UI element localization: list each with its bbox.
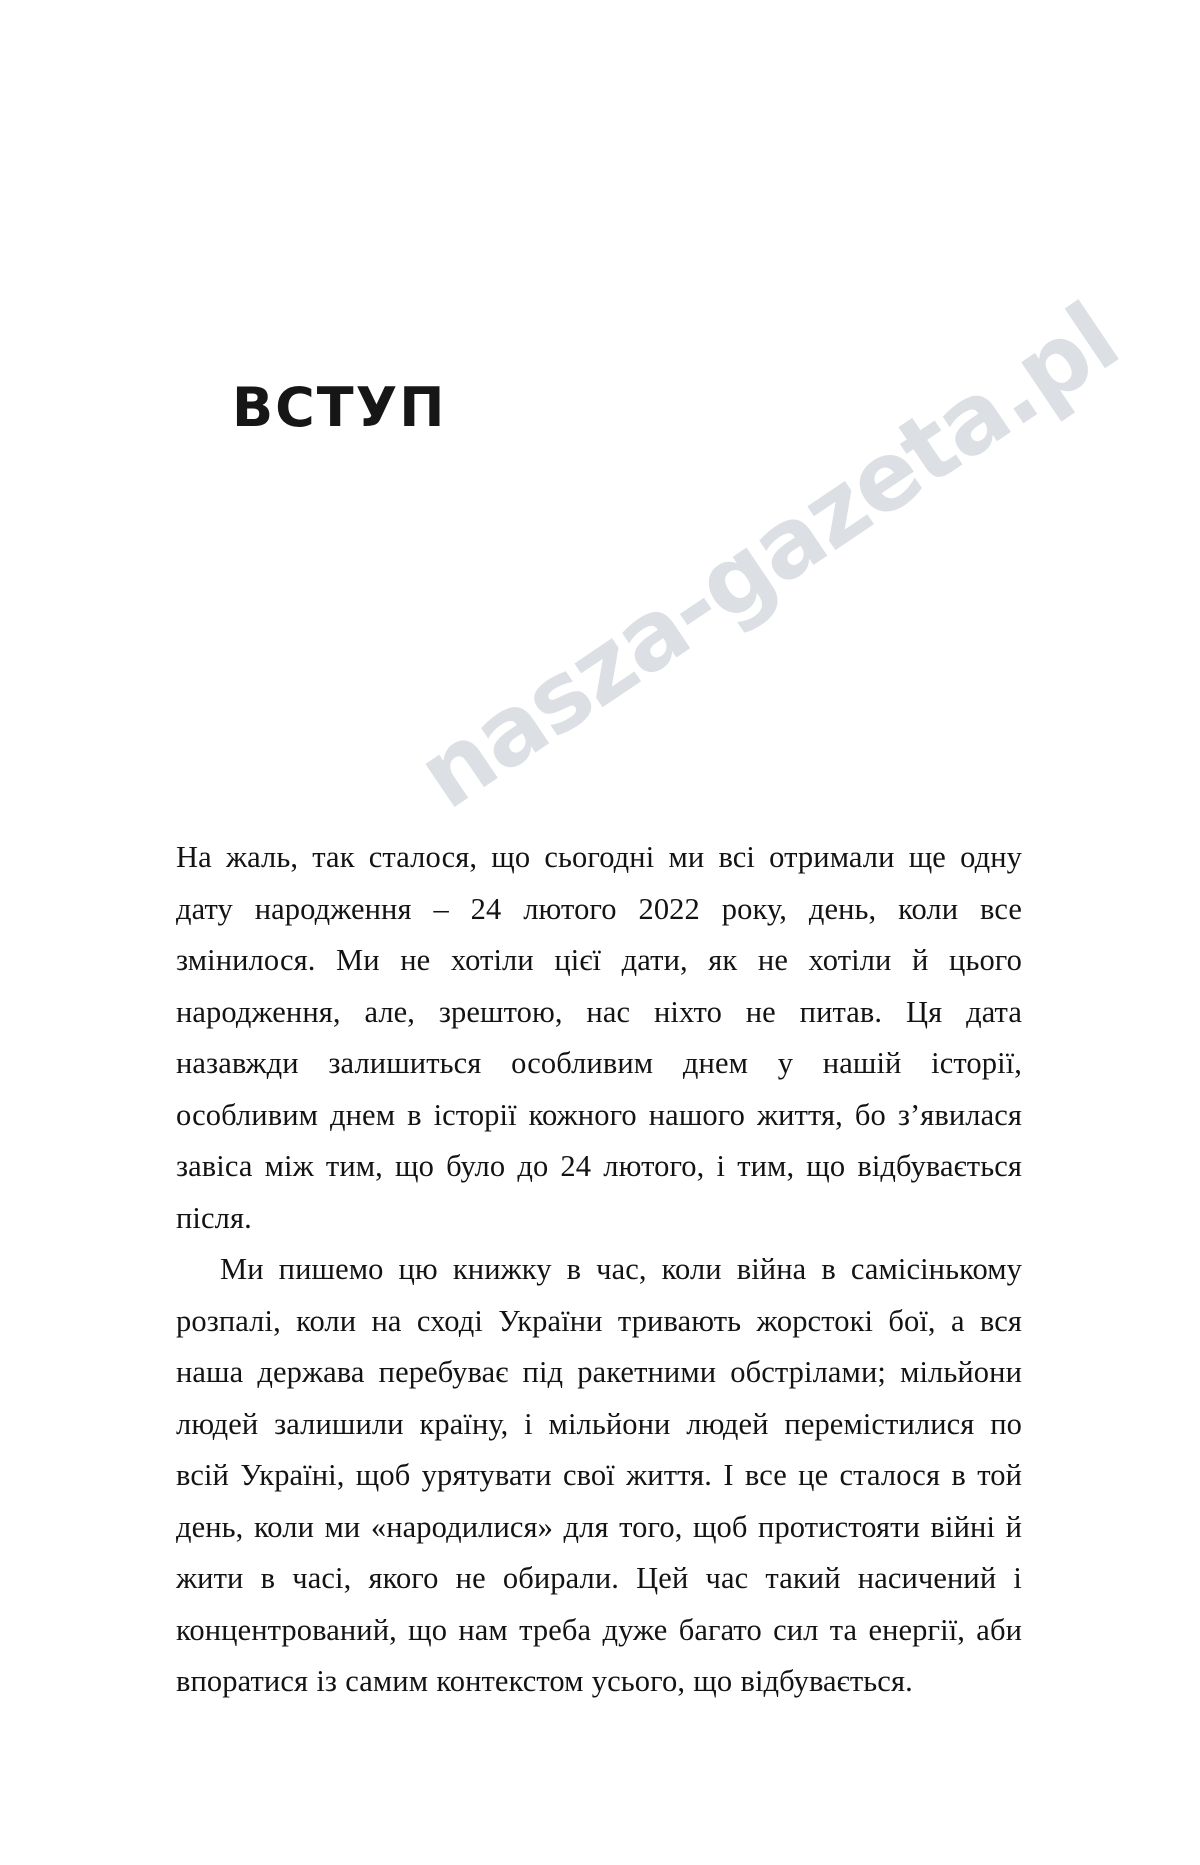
body-text (176, 832, 1022, 1708)
watermark-text: nasza-gazeta.pl (399, 283, 1137, 831)
page-title: ВСТУП (232, 376, 447, 440)
paragraph: На жаль, так сталося, що сьогодні ми всі отримали ще одну дату народження – 24 лютого 2022 року, день, коли все змінилося. Ми не хотіли цієї дати, як не хотіли й цього народження, але, зрештою, нас ніхто не питав. Ця дата назавжди залишиться особливим днем у нашій історії, особливим днем в історії кожного нашого життя, бо з’явилася завіса між тим, що було до 24 лютого, і тим, що відбувається після. (176, 840, 1022, 1235)
paragraph: Ми пишемо цю книжку в час, коли війна в самісінькому розпалі, коли на сході України тривають жорстокі бої, а вся наша держава перебуває під ракетними обстрілами; мільйони людей залишили країну, і мільйони людей перемістилися по всій Україні, щоб урятувати свої життя. І все це сталося в той день, коли ми «народилися» для того, щоб протистояти війні й жити в часі, якого не обирали. Цей час такий насичений і концентрований, що нам треба дуже багато сил та енергії, аби впоратися із самим контекстом усього, що відбувається. (176, 1252, 1022, 1698)
